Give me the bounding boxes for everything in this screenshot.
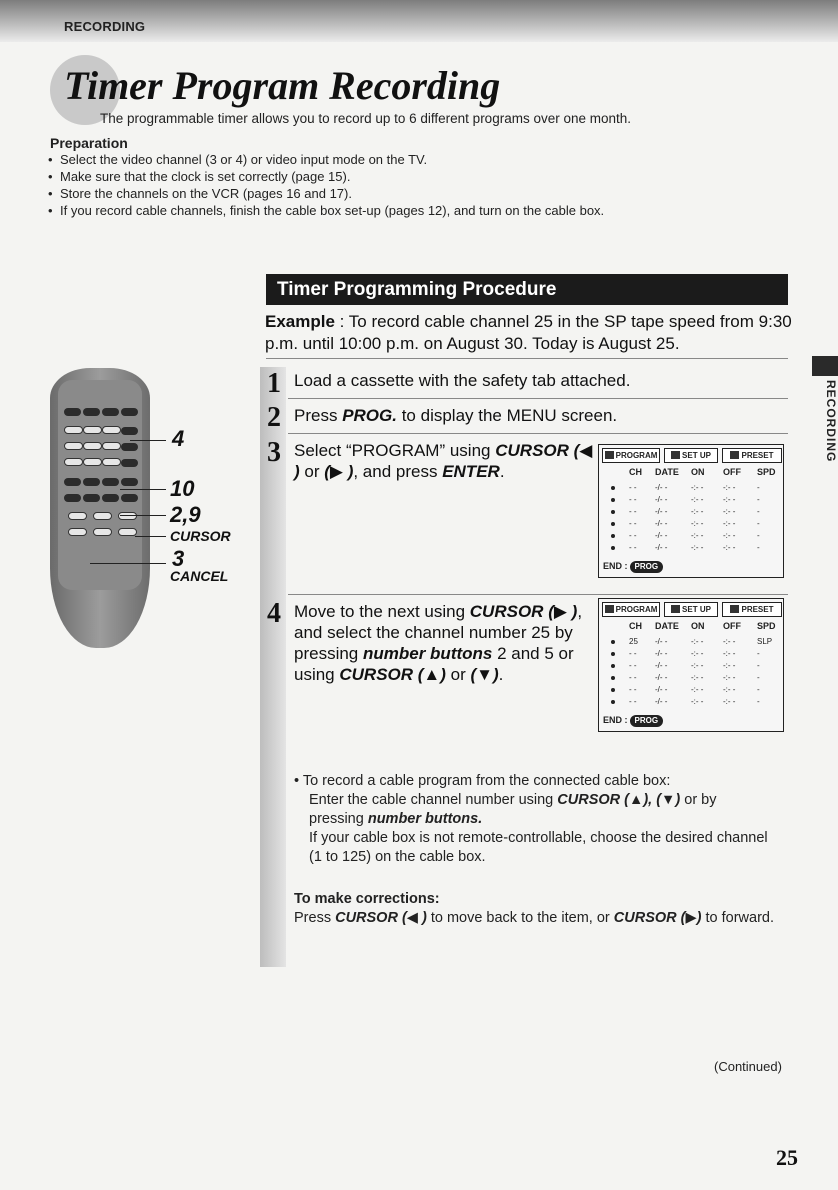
callout-cursor: CURSOR <box>170 528 231 544</box>
corrections-heading: To make corrections: <box>294 891 440 907</box>
menu-cell: -:- - <box>723 543 736 552</box>
key-name: ENTER <box>442 462 500 481</box>
menu-tab-label: PROGRAM <box>615 451 658 460</box>
menu-cell: - - <box>629 483 637 492</box>
menu-cell: - - <box>629 519 637 528</box>
preparation-heading: Preparation <box>50 135 128 151</box>
menu-row <box>599 685 783 695</box>
menu-cell: -:- - <box>723 697 736 706</box>
menu-cell: -/- - <box>655 483 668 492</box>
cursor-button <box>93 528 112 536</box>
note-text: or by pressing <box>309 792 717 827</box>
preparation-list <box>48 151 808 219</box>
menu-column-header: OFF <box>723 467 741 477</box>
number-button <box>102 458 121 466</box>
menu-cell: -:- - <box>691 495 704 504</box>
step-text-part: , and select the channel number 25 by pressing <box>294 602 583 663</box>
cursor-button <box>118 528 137 536</box>
list-item: • Make sure that the clock is set correctly (page 15). <box>48 168 808 185</box>
menu-cell: -:- - <box>691 531 704 540</box>
menu-tab-icon <box>605 451 614 459</box>
row-marker <box>611 652 615 656</box>
example-body: : To record cable channel 25 in the SP tape speed from 9:30 p.m. until 10:00 p.m. on August 30. Today is August 25. <box>265 312 792 353</box>
menu-tab-set-up <box>664 448 718 463</box>
menu-tab-icon <box>730 605 739 613</box>
list-item: • Select the video channel (3 or 4) or video input mode on the TV. <box>48 151 808 168</box>
menu-cell: -:- - <box>723 495 736 504</box>
menu-screen-program <box>598 444 784 578</box>
key-name: number buttons <box>362 644 493 663</box>
key-name: CURSOR (▲) <box>339 665 446 684</box>
key-name: CURSOR (▲), (▼) <box>557 792 681 808</box>
number-button <box>64 458 83 466</box>
menu-tab-label: SET UP <box>682 605 711 614</box>
remote-button <box>64 478 81 486</box>
key-name: CURSOR <box>469 602 544 621</box>
menu-cell: -:- - <box>723 519 736 528</box>
menu-cell: - <box>757 495 760 504</box>
remote-button-panel <box>58 380 142 590</box>
divider <box>288 398 788 399</box>
menu-tab-label: SET UP <box>682 451 711 460</box>
menu-column-header: DATE <box>655 621 679 631</box>
menu-end-label: END : <box>603 715 628 725</box>
menu-cell: -:- - <box>691 519 704 528</box>
callout-line <box>135 536 166 537</box>
menu-cell: - <box>757 661 760 670</box>
menu-tab-icon <box>730 451 739 459</box>
remote-button <box>83 494 100 502</box>
step-number: 1 <box>267 368 281 399</box>
cursor-button <box>118 512 137 520</box>
menu-end-line <box>603 561 663 573</box>
menu-cell: -/- - <box>655 697 668 706</box>
menu-cell: - - <box>629 649 637 658</box>
corrections-text <box>294 909 784 928</box>
step-text-part: 2 and 5 or using <box>294 644 574 684</box>
row-marker <box>611 676 615 680</box>
example-label: Example <box>265 312 335 331</box>
number-button <box>83 458 102 466</box>
menu-row <box>599 495 783 505</box>
menu-cell: -:- - <box>691 543 704 552</box>
cursor-button <box>68 528 87 536</box>
note-line <box>309 791 774 829</box>
callout-3: 3 <box>172 546 185 571</box>
row-marker <box>611 486 615 490</box>
note-text: To record a cable program from the connected cable box: <box>302 773 671 789</box>
menu-column-header: CH <box>629 467 642 477</box>
menu-cell: - <box>757 673 760 682</box>
menu-cell: - - <box>629 673 637 682</box>
menu-column-header: SPD <box>757 467 776 477</box>
menu-row <box>599 531 783 541</box>
menu-tab-program <box>602 448 660 463</box>
menu-tab-label: PRESET <box>741 451 774 460</box>
callout-line <box>120 489 166 490</box>
key-name: CURSOR (▶) <box>613 910 702 926</box>
row-marker <box>611 664 615 668</box>
menu-cell: -/- - <box>655 637 668 646</box>
menu-cell: 25 <box>629 637 638 646</box>
row-marker <box>611 534 615 538</box>
row-marker <box>611 498 615 502</box>
menu-cell: -/- - <box>655 543 668 552</box>
remote-button <box>83 408 100 416</box>
key-name: (◀ ) <box>294 441 593 481</box>
menu-cell: -/- - <box>655 507 668 516</box>
menu-tab-program <box>602 602 660 617</box>
menu-cell: - - <box>629 685 637 694</box>
step-4-text <box>294 601 594 685</box>
prog-button-icon: PROG <box>630 561 664 573</box>
menu-tabs <box>602 448 780 463</box>
step-number: 4 <box>267 598 281 629</box>
callout-2-9: 2,9 <box>170 502 201 527</box>
prog-button-icon: PROG <box>630 715 664 727</box>
menu-cell: - <box>757 543 760 552</box>
menu-cell: -:- - <box>691 507 704 516</box>
menu-cell: -:- - <box>691 649 704 658</box>
step-text-part: Select “PROGRAM” using <box>294 441 496 460</box>
step-text-part: , and press <box>353 462 443 481</box>
page-title: Timer Program Recording <box>64 63 501 108</box>
remote-button <box>83 478 100 486</box>
remote-button <box>102 494 119 502</box>
menu-cell: - - <box>629 697 637 706</box>
menu-cell: - - <box>629 495 637 504</box>
menu-column-header: ON <box>691 621 705 631</box>
menu-column-header: CH <box>629 621 642 631</box>
menu-cell: -:- - <box>723 649 736 658</box>
menu-cell: - <box>757 519 760 528</box>
menu-cell: -:- - <box>723 483 736 492</box>
divider <box>288 433 788 434</box>
menu-cell: - <box>757 697 760 706</box>
menu-row <box>599 673 783 683</box>
menu-row <box>599 649 783 659</box>
menu-column-header: DATE <box>655 467 679 477</box>
menu-tab-preset <box>722 448 782 463</box>
row-marker <box>611 522 615 526</box>
step-text-part: Move to the next using <box>294 602 470 621</box>
menu-cell: - <box>757 483 760 492</box>
step-3-text <box>294 440 594 482</box>
number-button <box>102 442 121 450</box>
note-text: Press <box>294 910 336 926</box>
side-tab-label: RECORDING <box>824 380 838 463</box>
menu-cell: -:- - <box>723 531 736 540</box>
menu-cell: -/- - <box>655 519 668 528</box>
key-name: (▶ ) <box>324 462 354 481</box>
menu-cell: -:- - <box>723 661 736 670</box>
menu-cell: -/- - <box>655 531 668 540</box>
menu-cell: -:- - <box>723 507 736 516</box>
remote-button <box>64 408 81 416</box>
menu-tab-preset <box>722 602 782 617</box>
menu-cell: SLP <box>757 637 773 646</box>
menu-tabs <box>602 602 780 617</box>
step-text-part: to display the MENU screen. <box>396 406 618 425</box>
row-marker <box>611 510 615 514</box>
key-name: number buttons. <box>367 811 483 827</box>
callout-10: 10 <box>170 476 195 501</box>
menu-cell: -:- - <box>691 637 704 646</box>
menu-cell: -:- - <box>691 685 704 694</box>
menu-end-label: END : <box>603 561 628 571</box>
page-number: 25 <box>776 1145 798 1170</box>
menu-cell: - <box>757 507 760 516</box>
menu-column-header: SPD <box>757 621 776 631</box>
step-text-part: Press <box>294 406 343 425</box>
row-marker <box>611 700 615 704</box>
menu-tab-label: PROGRAM <box>615 605 658 614</box>
step-text-part: or <box>445 665 471 684</box>
key-name: CURSOR (◀ ) <box>335 910 427 926</box>
menu-tab-icon <box>605 605 614 613</box>
menu-row <box>599 483 783 493</box>
remote-button <box>121 443 138 451</box>
menu-cell: -:- - <box>691 483 704 492</box>
remote-button <box>121 459 138 467</box>
step-text-part: . <box>498 665 504 684</box>
remote-button <box>121 427 138 435</box>
cable-box-note <box>294 772 774 867</box>
cursor-button <box>93 512 112 520</box>
divider <box>288 594 788 595</box>
remote-button <box>121 494 138 502</box>
menu-cell: -:- - <box>723 685 736 694</box>
procedure-heading: Timer Programming Procedure <box>277 279 557 300</box>
row-marker <box>611 640 615 644</box>
menu-cell: - - <box>629 661 637 670</box>
remote-button <box>102 478 119 486</box>
menu-screen-channel <box>598 598 784 732</box>
menu-cell: - <box>757 649 760 658</box>
menu-cell: -/- - <box>655 673 668 682</box>
remote-button <box>64 494 81 502</box>
menu-tab-icon <box>671 451 680 459</box>
continued-label: (Continued) <box>714 1059 782 1074</box>
remote-button <box>121 408 138 416</box>
menu-cell: -/- - <box>655 649 668 658</box>
cursor-button <box>68 512 87 520</box>
menu-tab-icon <box>671 605 680 613</box>
note-line: If your cable box is not remote-controllable, choose the desired channel (1 to 125) on the cable box. <box>309 830 768 865</box>
menu-row <box>599 661 783 671</box>
number-button <box>102 426 121 434</box>
menu-cell: -:- - <box>691 697 704 706</box>
divider <box>266 358 788 359</box>
row-marker <box>611 688 615 692</box>
menu-cell: - - <box>629 531 637 540</box>
list-item: • Store the channels on the VCR (pages 16 and 17). <box>48 185 808 202</box>
menu-column-header: ON <box>691 467 705 477</box>
menu-cell: -/- - <box>655 661 668 670</box>
callout-line <box>120 515 166 516</box>
menu-cell: - <box>757 685 760 694</box>
row-marker <box>611 546 615 550</box>
key-name: (▶ ) <box>548 602 578 621</box>
menu-row <box>599 543 783 553</box>
note-text: Enter the cable channel number using <box>309 792 558 808</box>
menu-row <box>599 637 783 647</box>
step-number: 3 <box>267 437 281 468</box>
step-text-part: or <box>299 462 325 481</box>
menu-row <box>599 697 783 707</box>
key-name: PROG. <box>342 406 397 425</box>
step-text-part: . <box>499 462 505 481</box>
menu-cell: -/- - <box>655 685 668 694</box>
page-subtitle: The programmable timer allows you to record up to 6 different programs over one month. <box>100 111 632 126</box>
menu-cell: -:- - <box>691 673 704 682</box>
number-button <box>64 442 83 450</box>
callout-line <box>130 440 166 441</box>
menu-column-header: OFF <box>723 621 741 631</box>
menu-cell: -:- - <box>691 661 704 670</box>
menu-cell: - - <box>629 507 637 516</box>
note-text: to move back to the item, or <box>426 910 614 926</box>
menu-row <box>599 519 783 529</box>
key-name: (▼) <box>470 665 499 684</box>
callout-cancel: CANCEL <box>170 568 229 584</box>
side-tab-marker <box>812 356 838 376</box>
menu-cell: -:- - <box>723 673 736 682</box>
step-1-text: Load a cassette with the safety tab attached. <box>294 371 631 390</box>
menu-cell: -/- - <box>655 495 668 504</box>
menu-tab-set-up <box>664 602 718 617</box>
menu-cell: -:- - <box>723 637 736 646</box>
number-button <box>83 442 102 450</box>
key-name: CURSOR <box>495 441 569 460</box>
callout-4: 4 <box>172 426 185 451</box>
menu-row <box>599 507 783 517</box>
list-item: • If you record cable channels, finish the cable box set-up (pages 12), and turn on the cable box. <box>48 202 808 219</box>
number-button <box>83 426 102 434</box>
note-text: to forward. <box>701 910 774 926</box>
example-text <box>265 311 795 355</box>
section-label: RECORDING <box>64 19 146 34</box>
remote-button <box>121 478 138 486</box>
remote-button <box>102 408 119 416</box>
callout-line <box>90 563 166 564</box>
number-button <box>64 426 83 434</box>
menu-end-line <box>603 715 663 727</box>
menu-tab-label: PRESET <box>741 605 774 614</box>
menu-cell: - <box>757 531 760 540</box>
step-2-text <box>294 405 784 426</box>
note-intro: • To record a cable program from the connected cable box: <box>294 773 671 789</box>
step-number: 2 <box>267 402 281 433</box>
menu-cell: - - <box>629 543 637 552</box>
